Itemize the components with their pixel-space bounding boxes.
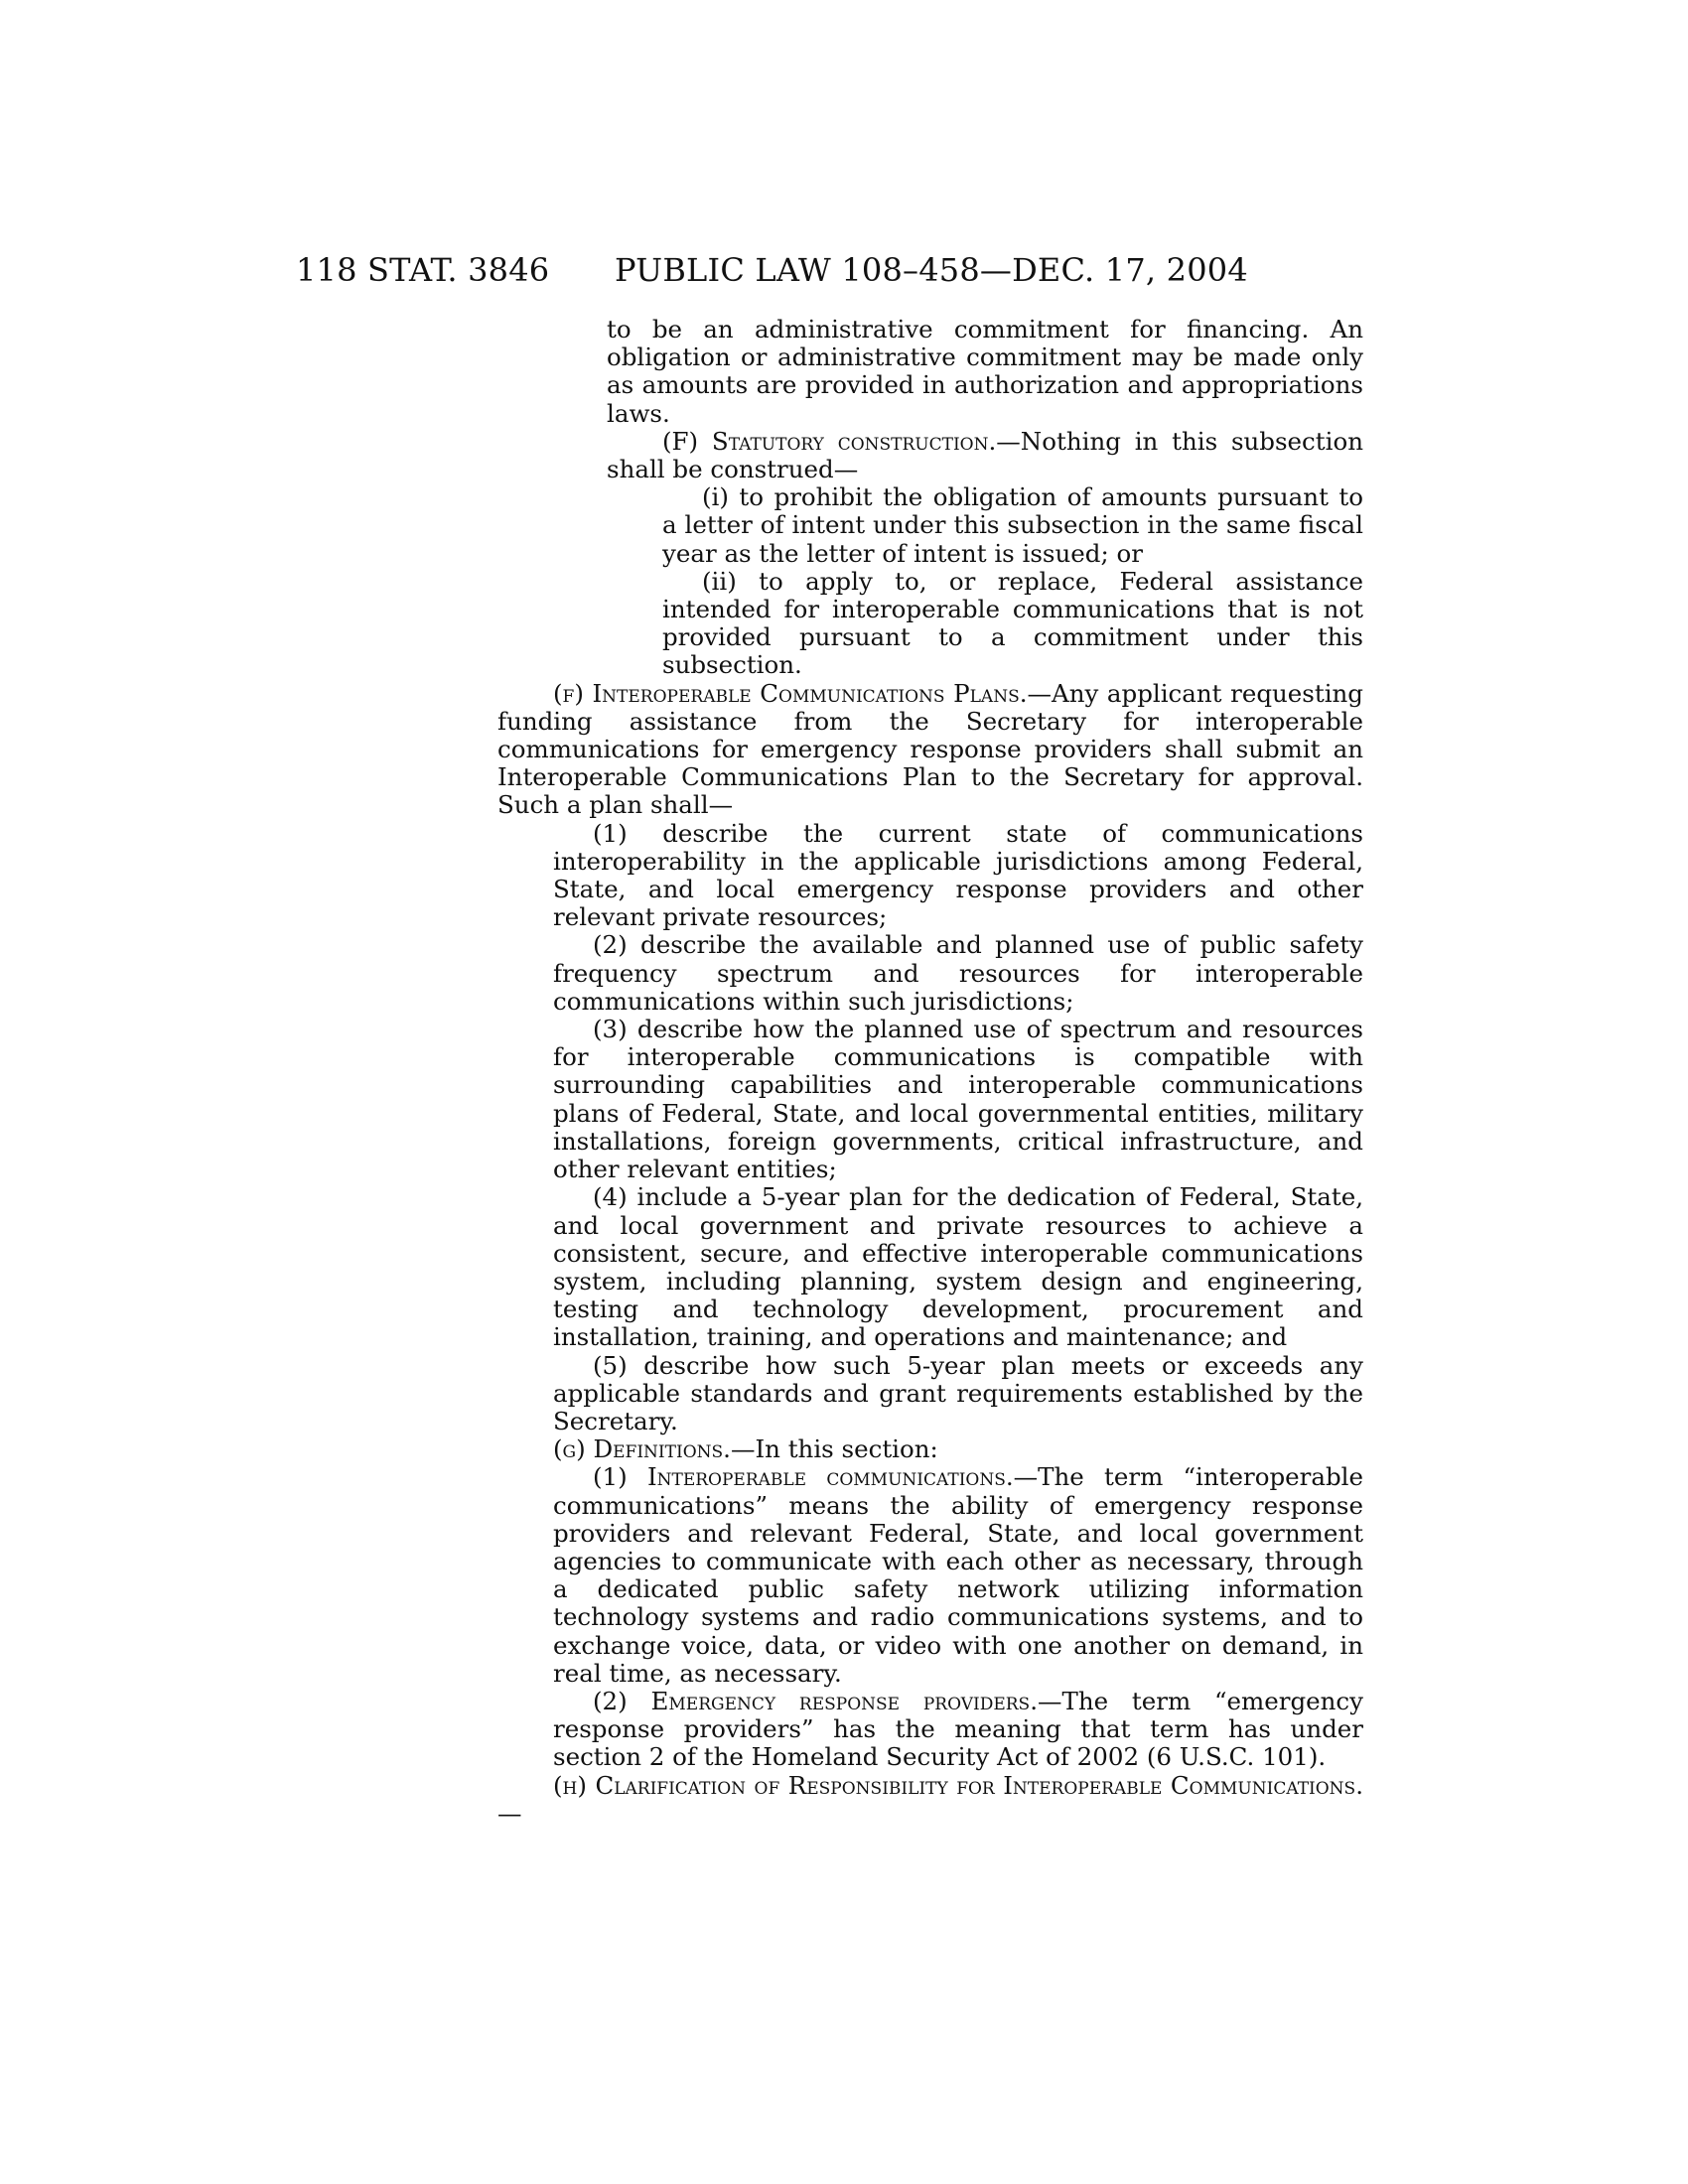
subsection-f — [497, 680, 1363, 820]
definition-1 — [497, 1463, 1363, 1688]
definition-text: —The term “emergency response providers” has the meaning that term has under section 2 of the Homeland Security Act of 2002 (6 U.S.C. 101). — [553, 1686, 1363, 1772]
plan-item-3: (3) describe how the planned use of spectrum and resources for interoperable communications is compatible with surrounding capabilities and interoperable communications plans of Federal, State, and local governmental entities, military installations, foreign governments, critical infrastructure, and other relevant entities; — [553, 1015, 1363, 1184]
plan-item-1: (1) describe the current state of communications interoperability in the applicable jurisdictions among Federal, State, and local emergency response providers and other relevant private resources; — [553, 818, 1363, 932]
subsection-heading: (g) Definitions. — [553, 1434, 731, 1464]
definition-2 — [497, 1688, 1363, 1772]
subsection-heading: (f) Interoperable Communications Plans. — [553, 678, 1028, 708]
subparagraph-text: —Nothing in this subsection shall be construed— — [607, 426, 1363, 484]
plan-item-4: (4) include a 5-year plan for the dedication of Federal, State, and local government and private resources to achieve a consistent, secure, and effective interoperable communications system, including planning, system design and engineering, testing and technology development, procurement and installation, training, and operations and maintenance; and — [553, 1182, 1363, 1352]
subsection-heading: (h) Clarification of Responsibility for Interoperable Communications. — [553, 1770, 1363, 1800]
clause-i: (i) to prohibit the obligation of amounts pursuant to a letter of intent under this subsection in the same fiscal year as the letter of intent is issued; or — [662, 482, 1363, 568]
subparagraph-F — [497, 428, 1363, 483]
subsection-text: — — [497, 1798, 522, 1828]
subsection-h — [497, 1772, 1363, 1828]
page-stat-number: 118 STAT. 3846 — [296, 251, 550, 289]
subsection-text: —In this section: — [730, 1434, 938, 1464]
subparagraph-heading: (F) Statutory construction. — [662, 426, 997, 456]
definition-text: —The term “interoperable communications” means the ability of emergency response providers and relevant Federal, State, and local government agencies to communicate with each other as necessary, through a dedicated public safety network utilizing information technology systems and radio communications systems, and to exchange voice, data, or video with one another on demand, in real time, as necessary. — [553, 1462, 1363, 1688]
paragraph-continuation: to be an administrative commitment for financing. An obligation or administrative commitment may be made only as amounts are provided in authorization and appropriations laws. — [607, 315, 1363, 428]
subsection-text: —Any applicant requesting funding assistance from the Secretary for interoperable communications for emergency response providers shall submit an Interoperable Communications Plan to the Secretary for approval. Such a plan shall— — [497, 678, 1363, 820]
definition-heading: (2) Emergency response providers. — [593, 1686, 1038, 1715]
page-running-head: PUBLIC LAW 108–458—DEC. 17, 2004 — [615, 251, 1248, 289]
subsection-g — [497, 1435, 1363, 1463]
plan-item-5: (5) describe how such 5-year plan meets or exceeds any applicable standards and grant requirements established by the Secretary. — [553, 1350, 1363, 1435]
definition-heading: (1) Interoperable communications. — [593, 1462, 1014, 1492]
clause-ii: (ii) to apply to, or replace, Federal assistance intended for interoperable communications that is not provided pursuant to a commitment under this subsection. — [662, 566, 1363, 680]
plan-item-2: (2) describe the available and planned use of public safety frequency spectrum and resources for interoperable communications within such jurisdictions; — [553, 930, 1363, 1016]
statute-body — [497, 316, 1363, 1828]
